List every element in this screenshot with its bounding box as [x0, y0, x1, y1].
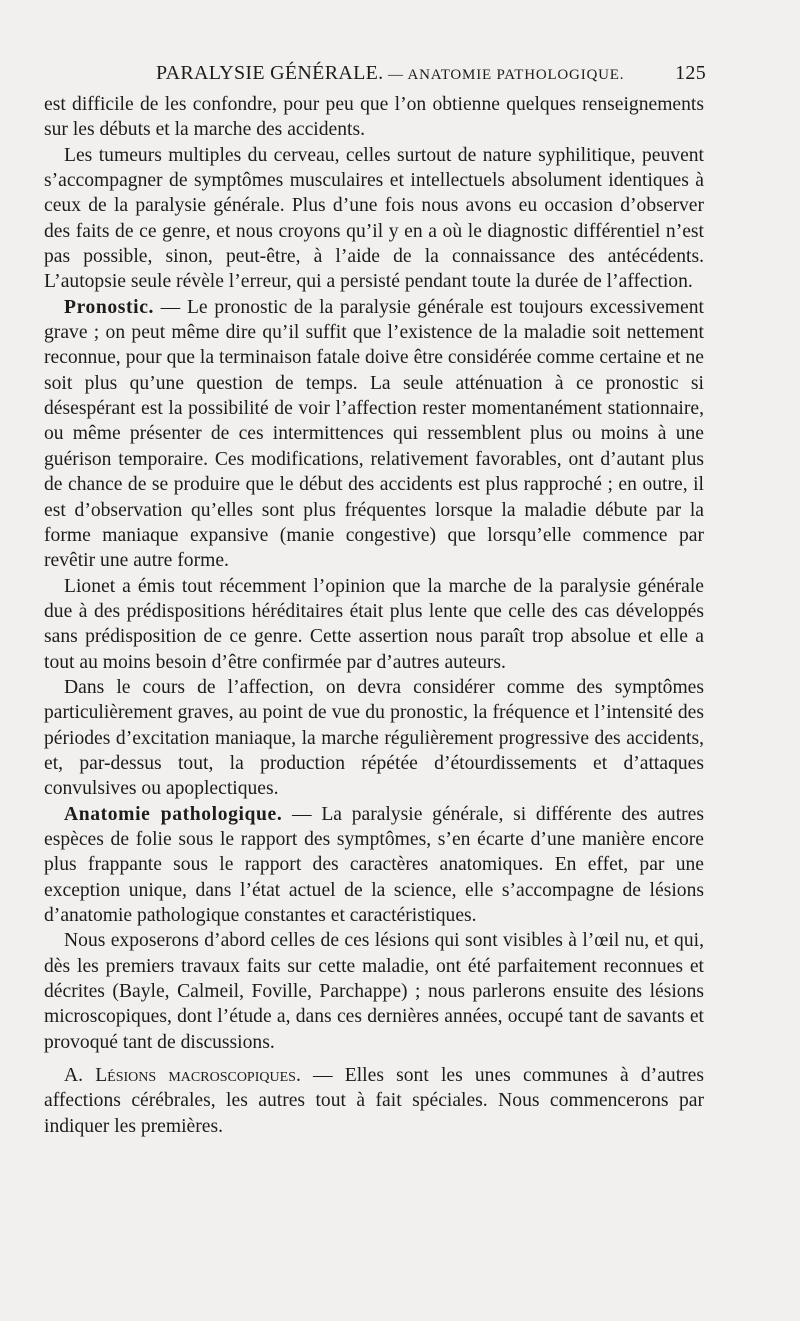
section-heading-lesions-macroscopiques: A. Lésions macroscopiques. [64, 1065, 301, 1087]
paragraph-text: Dans le cours de l’affection, on devra considérer comme des symptômes particulièrement graves, au point de vue du pronostic, la fréquence et l’intensité des périodes d’excitation maniaque, la marche régulièrement progressive des accidents, et, par-dessus tout, la production répétée d’étourdissements et d’attaques convulsives ou apoplectiques. [44, 676, 704, 800]
paragraph-lesions-macroscopiques [44, 1063, 704, 1139]
paragraph-diagnosis-end [44, 92, 704, 143]
paragraph-grave-symptoms [44, 675, 704, 802]
running-head-main: PARALYSIE GÉNÉRALE. [156, 62, 384, 84]
paragraph-text: — Le pronostic de la paralysie générale est toujours excessivement grave ; on peut même dire qu’il suffit que l’existence de la maladie soit nettement reconnue, pour que la terminaison fatale doive être considérée comme certaine et ne soit plus qu’une question de temps. La seule atténuation à ce pronostic si désespérant est la possibilité de voir l’affection rester momentanément stationnaire, ou même présenter de ces intermittences qui ressemblent plus ou moins à une guérison temporaire. Ces modifications, relativement favorables, ont d’autant plus de chance de se produire que le début des accidents est plus rapproché ; en outre, il est d’observation qu’elles sont plus fréquentes lorsque la maladie débute par la forme maniaque expansive (manie congestive) que lorsqu’elle commence par revêtir une autre forme. [44, 296, 704, 572]
paragraph-text: Les tumeurs multiples du cerveau, celles surtout de nature syphilitique, peuvent s’accompagner de symptômes musculaires et intellectuels absolument identiques à ceux de la paralysie générale. Plus d’une fois nous avons eu occasion d’observer des faits de ce genre, et nous croyons qu’il y en a où le diagnostic différentiel n’est pas possible, sinon, peut-être, à l’aide de la connaissance des antécédents. L’autopsie seule révèle l’erreur, qui a persisté pendant toute la durée de l’affection. [44, 144, 704, 293]
paragraph-lionet [44, 574, 704, 675]
paragraph-text: Lionet a émis tout récemment l’opinion que la marche de la paralysie générale due à des prédispositions héréditaires était plus lente que celle des cas développés sans prédisposition de ce genre. Cette assertion nous paraît trop absolue et elle a tout au moins besoin d’être confirmée par d’autres auteurs. [44, 575, 704, 673]
section-heading-pronostic: Pronostic. [64, 296, 154, 318]
paragraph-brain-tumors [44, 143, 704, 295]
paragraph-anatomie-pathologique [44, 802, 704, 929]
paragraph-text: Nous exposerons d’abord celles de ces lésions qui sont visibles à l’œil nu, et qui, dès les premiers travaux faits sur cette maladie, ont été parfaitement reconnues et décrites (Bayle, Calmeil, Foville, Parchappe) ; nous parlerons ensuite des lésions microscopiques, dont l’étude a, dans ces dernières années, occupé tant de savants et provoqué tant de discussions. [44, 930, 704, 1053]
section-heading-anatomie: Anatomie pathologique. [64, 803, 283, 825]
running-head-subtitle: — ANATOMIE PATHOLOGIQUE. [383, 67, 625, 83]
page-number: 125 [675, 62, 706, 84]
running-head-title [156, 62, 624, 85]
paragraph-text: — La paralysie générale, si différente des autres espèces de folie sous le rapport des symptômes, s’en écarte d’une manière encore plus frappante sous le rapport des caractères anatomiques. En effet, par une exception unique, dans l’état actuel de la science, elle s’accompagne de lésions d’anatomie pathologique constantes et caractéristiques. [44, 803, 704, 926]
paragraph-pronostic [44, 295, 704, 574]
body-text [44, 92, 704, 1139]
paragraph-text: est difficile de les confondre, pour peu que l’on obtienne quelques renseignements sur les débuts et la marche des accidents. [44, 94, 704, 141]
running-head [44, 58, 704, 92]
paragraph-text: — Elles sont les unes communes à d’autres affections cérébrales, les autres tout à fait spéciales. Nous commencerons par indiquer les premières. [44, 1065, 704, 1137]
paragraph-lesions-overview [44, 928, 704, 1055]
